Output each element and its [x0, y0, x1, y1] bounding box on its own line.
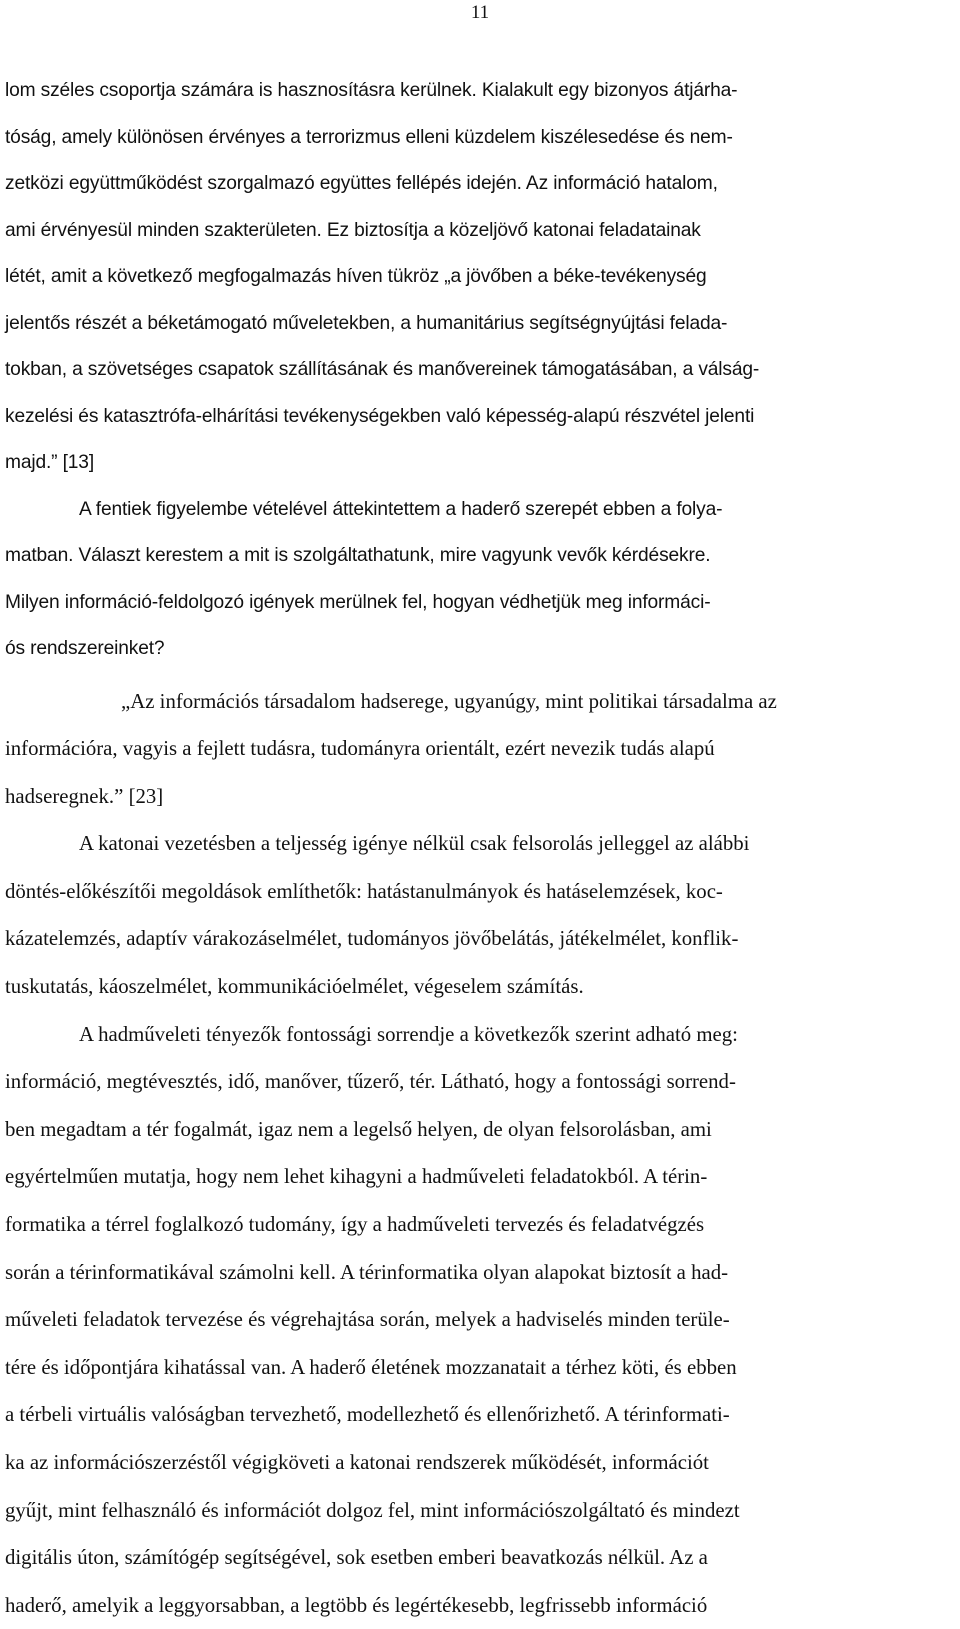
paragraph-operational-factors: A hadműveleti tényezők fontossági sorrendje a következők szerint adható meg: információ, megtévesztés, idő, manőver, tűzerő, tér. Látható, hogy a fontossági sorrend- ben megadtam a tér fogalmát, igaz nem a legelső helyen, de olyan felsorolásban, ami egyértelműen mutatja, hogy nem lehet kihagyni a hadműveleti feladatokból. A térin- formatika a térrel foglalkozó tudomány, így a hadműveleti tervezés és feladatvégzés során a térinformatikával számolni kell. A térinformatika olyan alapokat biztosít a had- műveleti feladatok tervezése és végrehajtása során, melyek a hadviselés minden terüle- tére és időpontjára kihatással van. A haderő életének mozzanatait a térhez köti, és ebben a térbeli virtuális valóságban tervezhető, modellezhető és ellenőrizhető. A térinformati- ka az információszerzéstől végigköveti a katonai rendszerek működését, információt gyűjt, mint felhasználó és információt dolgoz fel, mint információszolgáltató és mindezt digitális úton, számítógép segítségével, sok esetben emberi beavatkozás nélkül. Az a haderő, amelyik a leggyorsabban, a legtöbb és legértékesebb, legfrissebb információ — [5, 1022, 740, 1617]
paragraph-quote: „Az információs társadalom hadserege, ugyanúgy, mint politikai társadalma az információra, vagyis a fejlett tudásra, tudományra orientált, ezért nevezik tudás alapú hadseregnek.” [23] — [5, 689, 777, 808]
paragraph-decision-support: A katonai vezetésben a teljesség igénye nélkül csak felsorolás jelleggel az alábbi döntés-előkészítői megoldások említhetők: hatástanulmányok és hatáselemzések, koc- kázatelemzés, adaptív várakozáselmélet, tudományos jövőbelátás, játékelmélet, konflik- tuskutatás, káoszelmélet, kommunikációelmélet, végeselem számítás. — [5, 832, 750, 999]
document-body — [5, 68, 933, 1629]
page-number: 11 — [470, 2, 490, 23]
paragraph-overview: A fentiek figyelembe vételével áttekintettem a haderő szerepét ebben a folya- matban. Választ kerestem a mit is szolgáltathatunk, mire vagyunk vevők kérdésekre. Milyen információ-feldolgozó igények merülnek fel, hogyan védhetjük meg informáci- ós rendszereinket? — [5, 498, 723, 659]
paragraph-intro: lom széles csoportja számára is hasznosításra kerülnek. Kialakult egy bizonyos átjárha- tóság, amely különösen érvényes a terrorizmus elleni küzdelem kiszélesedése és nem- zetközi együttműködést szorgalmazó együttes fellépés idején. Az információ hatalom, ami érvényesül minden szakterületen. Ez biztosítja a közeljövő katonai feladatainak létét, amit a következő megfogalmazás híven tükröz „a jövőben a béke-tevékenység jelentős részét a béketámogató műveletekben, a humanitárius segítségnyújtási felada- tokban, a szövetséges csapatok szállításának és manővereinek támogatásában, a válság- kezelési és katasztrófa-elhárítási tevékenységekben való képesség-alapú részvétel jelenti majd.” [13] — [5, 80, 760, 473]
